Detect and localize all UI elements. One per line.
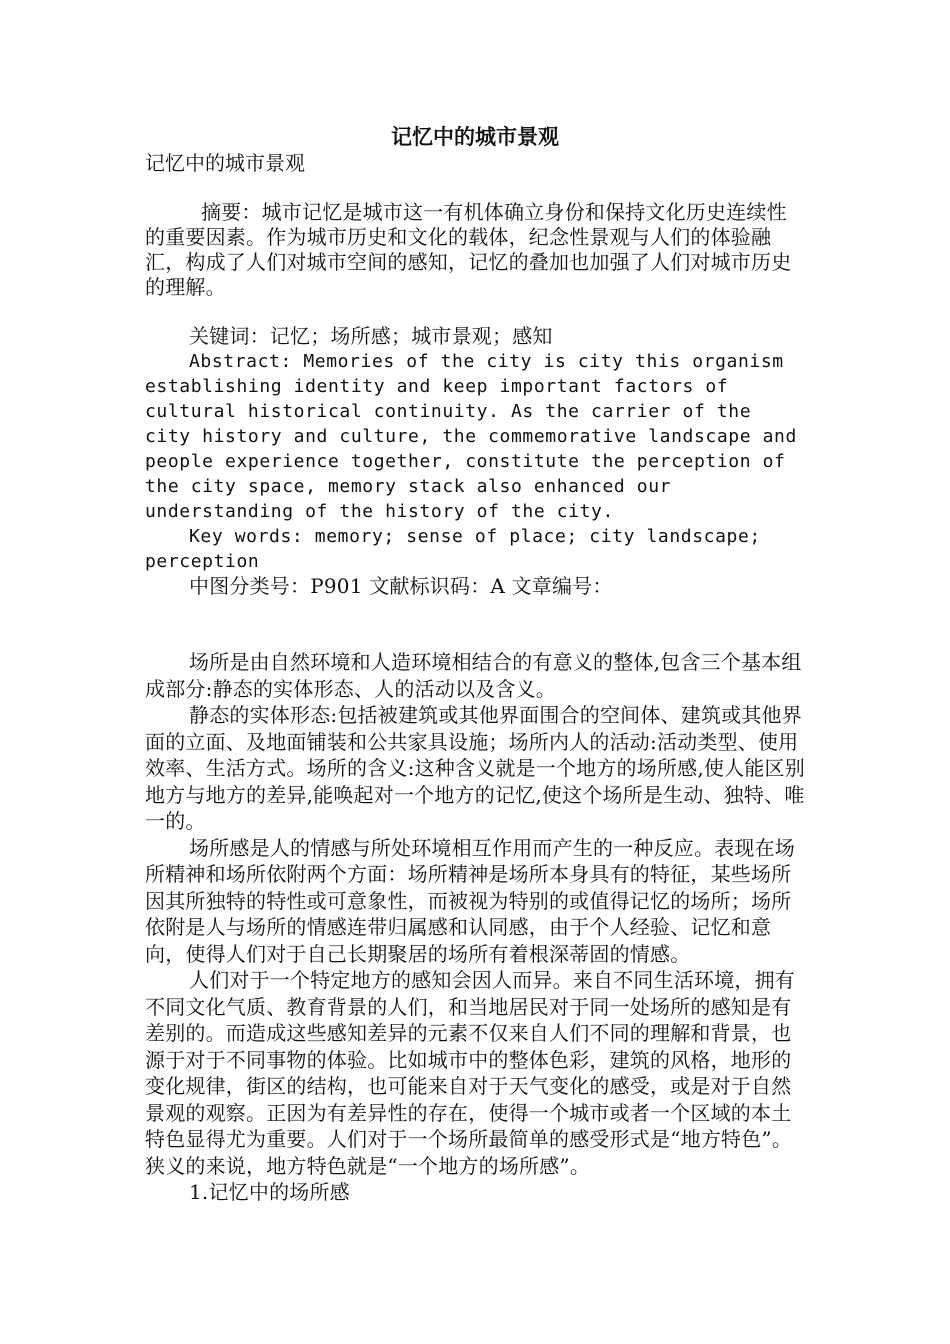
paragraph: 人们对于一个特定地方的感知会因人而异。来自不同生活环境，拥有不同文化气质、教育背景的人们，和当地居民对于同一处场所的感知是有差别的。而造成这些感知差异的元素不仅来自人们不同的理解和背景，也源于对于不同事物的体验。比如城市中的整体色彩，建筑的风格，地形的变化规律，街区的结构，也可能来自对于天气变化的感受，或是对于自然景观的观察。正因为有差异性的存在，使得一个城市或者一个区域的本土特色显得尤为重要。人们对于一个场所最简单的感受形式是“地方特色”。狭义的来说，地方特色就是“一个地方的场所感”。: [145, 968, 795, 1178]
document-subtitle: 记忆中的城市景观: [145, 151, 305, 175]
keywords-en: Key words: memory; sense of place; city landscape; perception: [145, 526, 761, 572]
paragraph: 场所感是人的情感与所处环境相互作用而产生的一种反应。表现在场所精神和场所依附两个方面：场所精神是场所本身具有的特征，某些场所因其所独特的特性或可意象性，而被视为特别的或值得记忆的场所；场所依附是人与场所的情感连带归属感和认同感，由于个人经验、记忆和意向，使得人们对于自己长期聚居的场所有着根深蒂固的情感。: [145, 835, 795, 966]
keywords-cn: [145, 324, 805, 349]
keywords-cn-text: 关键词：记忆；场所感；城市景观；感知: [189, 324, 553, 348]
classification-text: 中图分类号：P901 文献标识码：A 文章编号：: [189, 574, 613, 598]
abstract-en: Abstract: Memories of the city is city this organism establishing identity and keep important factors of cultural historical continuity. As the carrier of the city history and culture, the commemorative landscape and people experience together, constitute the perception of the city space, memory stack also enhanced our understanding of the history of the city.: [145, 351, 797, 522]
body-text: [145, 649, 805, 1206]
english-section: [145, 349, 805, 574]
abstract-cn: [145, 200, 805, 300]
paragraph: 场所是由自然环境和人造环境相结合的有意义的整体,包含三个基本组成部分:静态的实体形态、人的活动以及含义。: [145, 650, 802, 701]
section-heading: 1.记忆中的场所感: [189, 1180, 350, 1204]
classification-line: [145, 574, 805, 599]
abstract-cn-text: 摘要：城市记忆是城市这一有机体确立身份和保持文化历史连续性的重要因素。作为城市历史和文化的载体，纪念性景观与人们的体验融汇，构成了人们对城市空间的感知，记忆的叠加也加强了人们对城市历史的理解。: [145, 200, 792, 299]
paragraph: 静态的实体形态:包括被建筑或其他界面围合的空间体、建筑或其他界面的立面、及地面铺装和公共家具设施；场所内人的活动:活动类型、使用效率、生活方式。场所的含义:这种含义就是一个地方的场所感,使人能区别地方与地方的差异,能唤起对一个地方的记忆,使这个场所是生动、独特、唯一的。: [145, 703, 805, 833]
document-title: 记忆中的城市景观: [391, 124, 559, 149]
